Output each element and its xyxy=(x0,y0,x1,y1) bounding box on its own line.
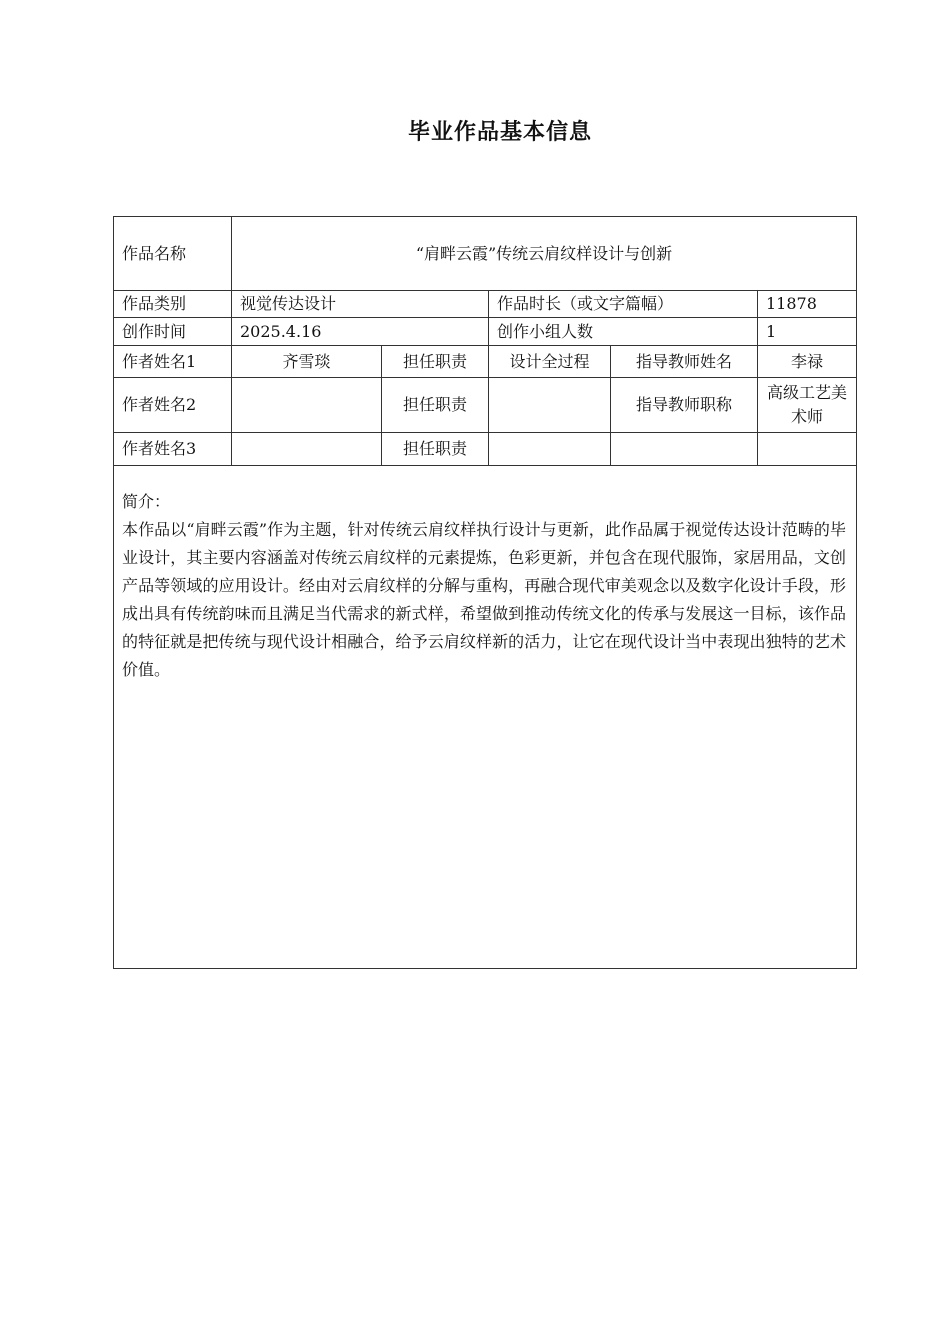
intro-cell xyxy=(114,466,857,969)
intro-row xyxy=(114,466,857,969)
author-2-name xyxy=(232,378,382,433)
group-size-label: 创作小组人数 xyxy=(489,318,758,346)
author-row-1 xyxy=(114,346,857,378)
date-row xyxy=(114,318,857,346)
author-row-2 xyxy=(114,378,857,433)
length-value: 11878 xyxy=(758,291,857,318)
empty-cell xyxy=(611,433,758,466)
advisor-name-label: 指导教师姓名 xyxy=(611,346,758,378)
intro-label: 简介： xyxy=(122,492,171,511)
author-1-role-label: 担任职责 xyxy=(382,346,489,378)
date-label: 创作时间 xyxy=(114,318,232,346)
advisor-title-value: 高级工艺美术师 xyxy=(758,378,857,433)
date-value: 2025.4.16 xyxy=(232,318,489,346)
category-row xyxy=(114,291,857,318)
work-name-value: “肩畔云霞”传统云肩纹样设计与创新 xyxy=(232,217,857,291)
author-1-role: 设计全过程 xyxy=(489,346,611,378)
category-value: 视觉传达设计 xyxy=(232,291,489,318)
advisor-name-value: 李禄 xyxy=(758,346,857,378)
info-table xyxy=(113,216,857,969)
work-name-label: 作品名称 xyxy=(114,217,232,291)
author-2-role-label: 担任职责 xyxy=(382,378,489,433)
author-2-label: 作者姓名2 xyxy=(114,378,232,433)
author-1-label: 作者姓名1 xyxy=(114,346,232,378)
author-row-3 xyxy=(114,433,857,466)
page-title: 毕业作品基本信息 xyxy=(407,120,592,145)
author-3-name xyxy=(232,433,382,466)
author-2-role xyxy=(489,378,611,433)
category-label: 作品类别 xyxy=(114,291,232,318)
work-name-row xyxy=(114,217,857,291)
author-3-role-label: 担任职责 xyxy=(382,433,489,466)
group-size-value: 1 xyxy=(758,318,857,346)
author-1-name: 齐雪琰 xyxy=(232,346,382,378)
advisor-title-label: 指导教师职称 xyxy=(611,378,758,433)
empty-cell xyxy=(758,433,857,466)
author-3-label: 作者姓名3 xyxy=(114,433,232,466)
author-3-role xyxy=(489,433,611,466)
length-label: 作品时长（或文字篇幅） xyxy=(489,291,758,318)
intro-text: 本作品以“肩畔云霞”作为主题，针对传统云肩纹样执行设计与更新，此作品属于视觉传达设计范畴的毕业设计，其主要内容涵盖对传统云肩纹样的元素提炼，色彩更新，并包含在现代服饰，家居用品，文创产品等领域的应用设计。经由对云肩纹样的分解与重构，再融合现代审美观念以及数字化设计手段，形成出具有传统韵味而且满足当代需求的新式样，希望做到推动传统文化的传承与发展这一目标，该作品的特征就是把传统与现代设计相融合，给予云肩纹样新的活力，让它在现代设计当中表现出独特的艺术价值。 xyxy=(122,520,847,679)
